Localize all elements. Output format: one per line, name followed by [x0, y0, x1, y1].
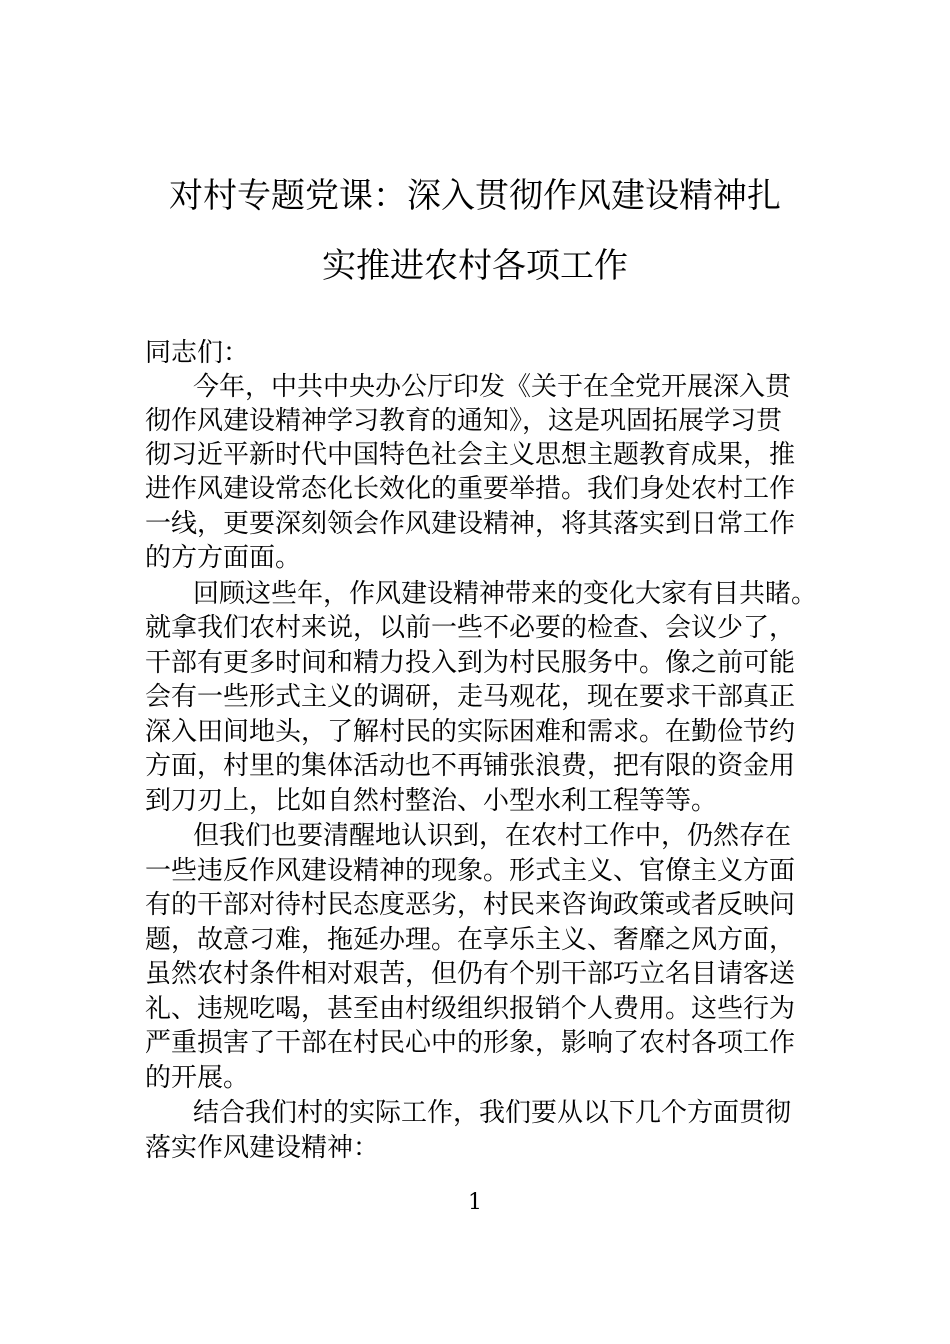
paragraph-4-line-2: 落实作风建设精神：: [145, 1133, 380, 1163]
paragraph-2-line-1: 回顾这些年，作风建设精神带来的变化大家有目共睹。: [193, 579, 818, 609]
document-title-line-2: 实推进农村各项工作: [322, 246, 628, 286]
paragraph-1-line-3: 彻习近平新时代中国特色社会主义思想主题教育成果，推: [145, 440, 796, 470]
paragraph-3-line-7: 严重损害了干部在村民心中的形象，影响了农村各项工作: [145, 1028, 796, 1058]
paragraph-1-line-6: 的方方面面。: [145, 543, 302, 573]
paragraph-2-line-3: 干部有更多时间和精力投入到为村民服务中。像之前可能: [145, 648, 796, 678]
paragraph-3-line-6: 礼、违规吃喝，甚至由村级组织报销个人费用。这些行为: [145, 994, 796, 1024]
paragraph-2-line-5: 深入田间地头，了解村民的实际困难和需求。在勤俭节约: [145, 717, 796, 747]
paragraph-2-line-4: 会有一些形式主义的调研，走马观花，现在要求干部真正: [145, 682, 796, 712]
paragraph-1-line-2: 彻作风建设精神学习教育的通知》，这是巩固拓展学习贯: [145, 406, 783, 436]
paragraph-4-line-1: 结合我们村的实际工作，我们要从以下几个方面贯彻: [193, 1098, 792, 1128]
paragraph-2-line-6: 方面，村里的集体活动也不再铺张浪费，把有限的资金用: [145, 751, 796, 781]
paragraph-3-line-3: 有的干部对待村民态度恶劣，村民来咨询政策或者反映问: [145, 890, 796, 920]
paragraph-3-line-2: 一些违反作风建设精神的现象。形式主义、官僚主义方面: [145, 856, 796, 886]
page-number: 1: [468, 1190, 482, 1215]
paragraph-3-line-4: 题，故意刁难，拖延办理。在享乐主义、奢靡之风方面，: [145, 925, 796, 955]
paragraph-3-line-8: 的开展。: [145, 1063, 250, 1093]
paragraph-3-line-1: 但我们也要清醒地认识到，在农村工作中，仍然存在: [193, 821, 792, 851]
paragraph-2-line-2: 就拿我们农村来说，以前一些不必要的检查、会议少了，: [145, 613, 796, 643]
paragraph-1-line-1: 今年，中共中央办公厅印发《关于在全党开展深入贯: [193, 372, 792, 402]
salutation: 同志们：: [145, 338, 250, 368]
paragraph-1-line-4: 进作风建设常态化长效化的重要举措。我们身处农村工作: [145, 474, 796, 504]
paragraph-2-line-7: 到刀刃上，比如自然村整治、小型水利工程等等。: [145, 786, 718, 816]
document-title-line-1: 对村专题党课：深入贯彻作风建设精神扎: [169, 176, 781, 216]
paragraph-3-line-5: 虽然农村条件相对艰苦，但仍有个别干部巧立名目请客送: [145, 959, 796, 989]
paragraph-1-line-5: 一线，更要深刻领会作风建设精神，将其落实到日常工作: [145, 509, 796, 539]
